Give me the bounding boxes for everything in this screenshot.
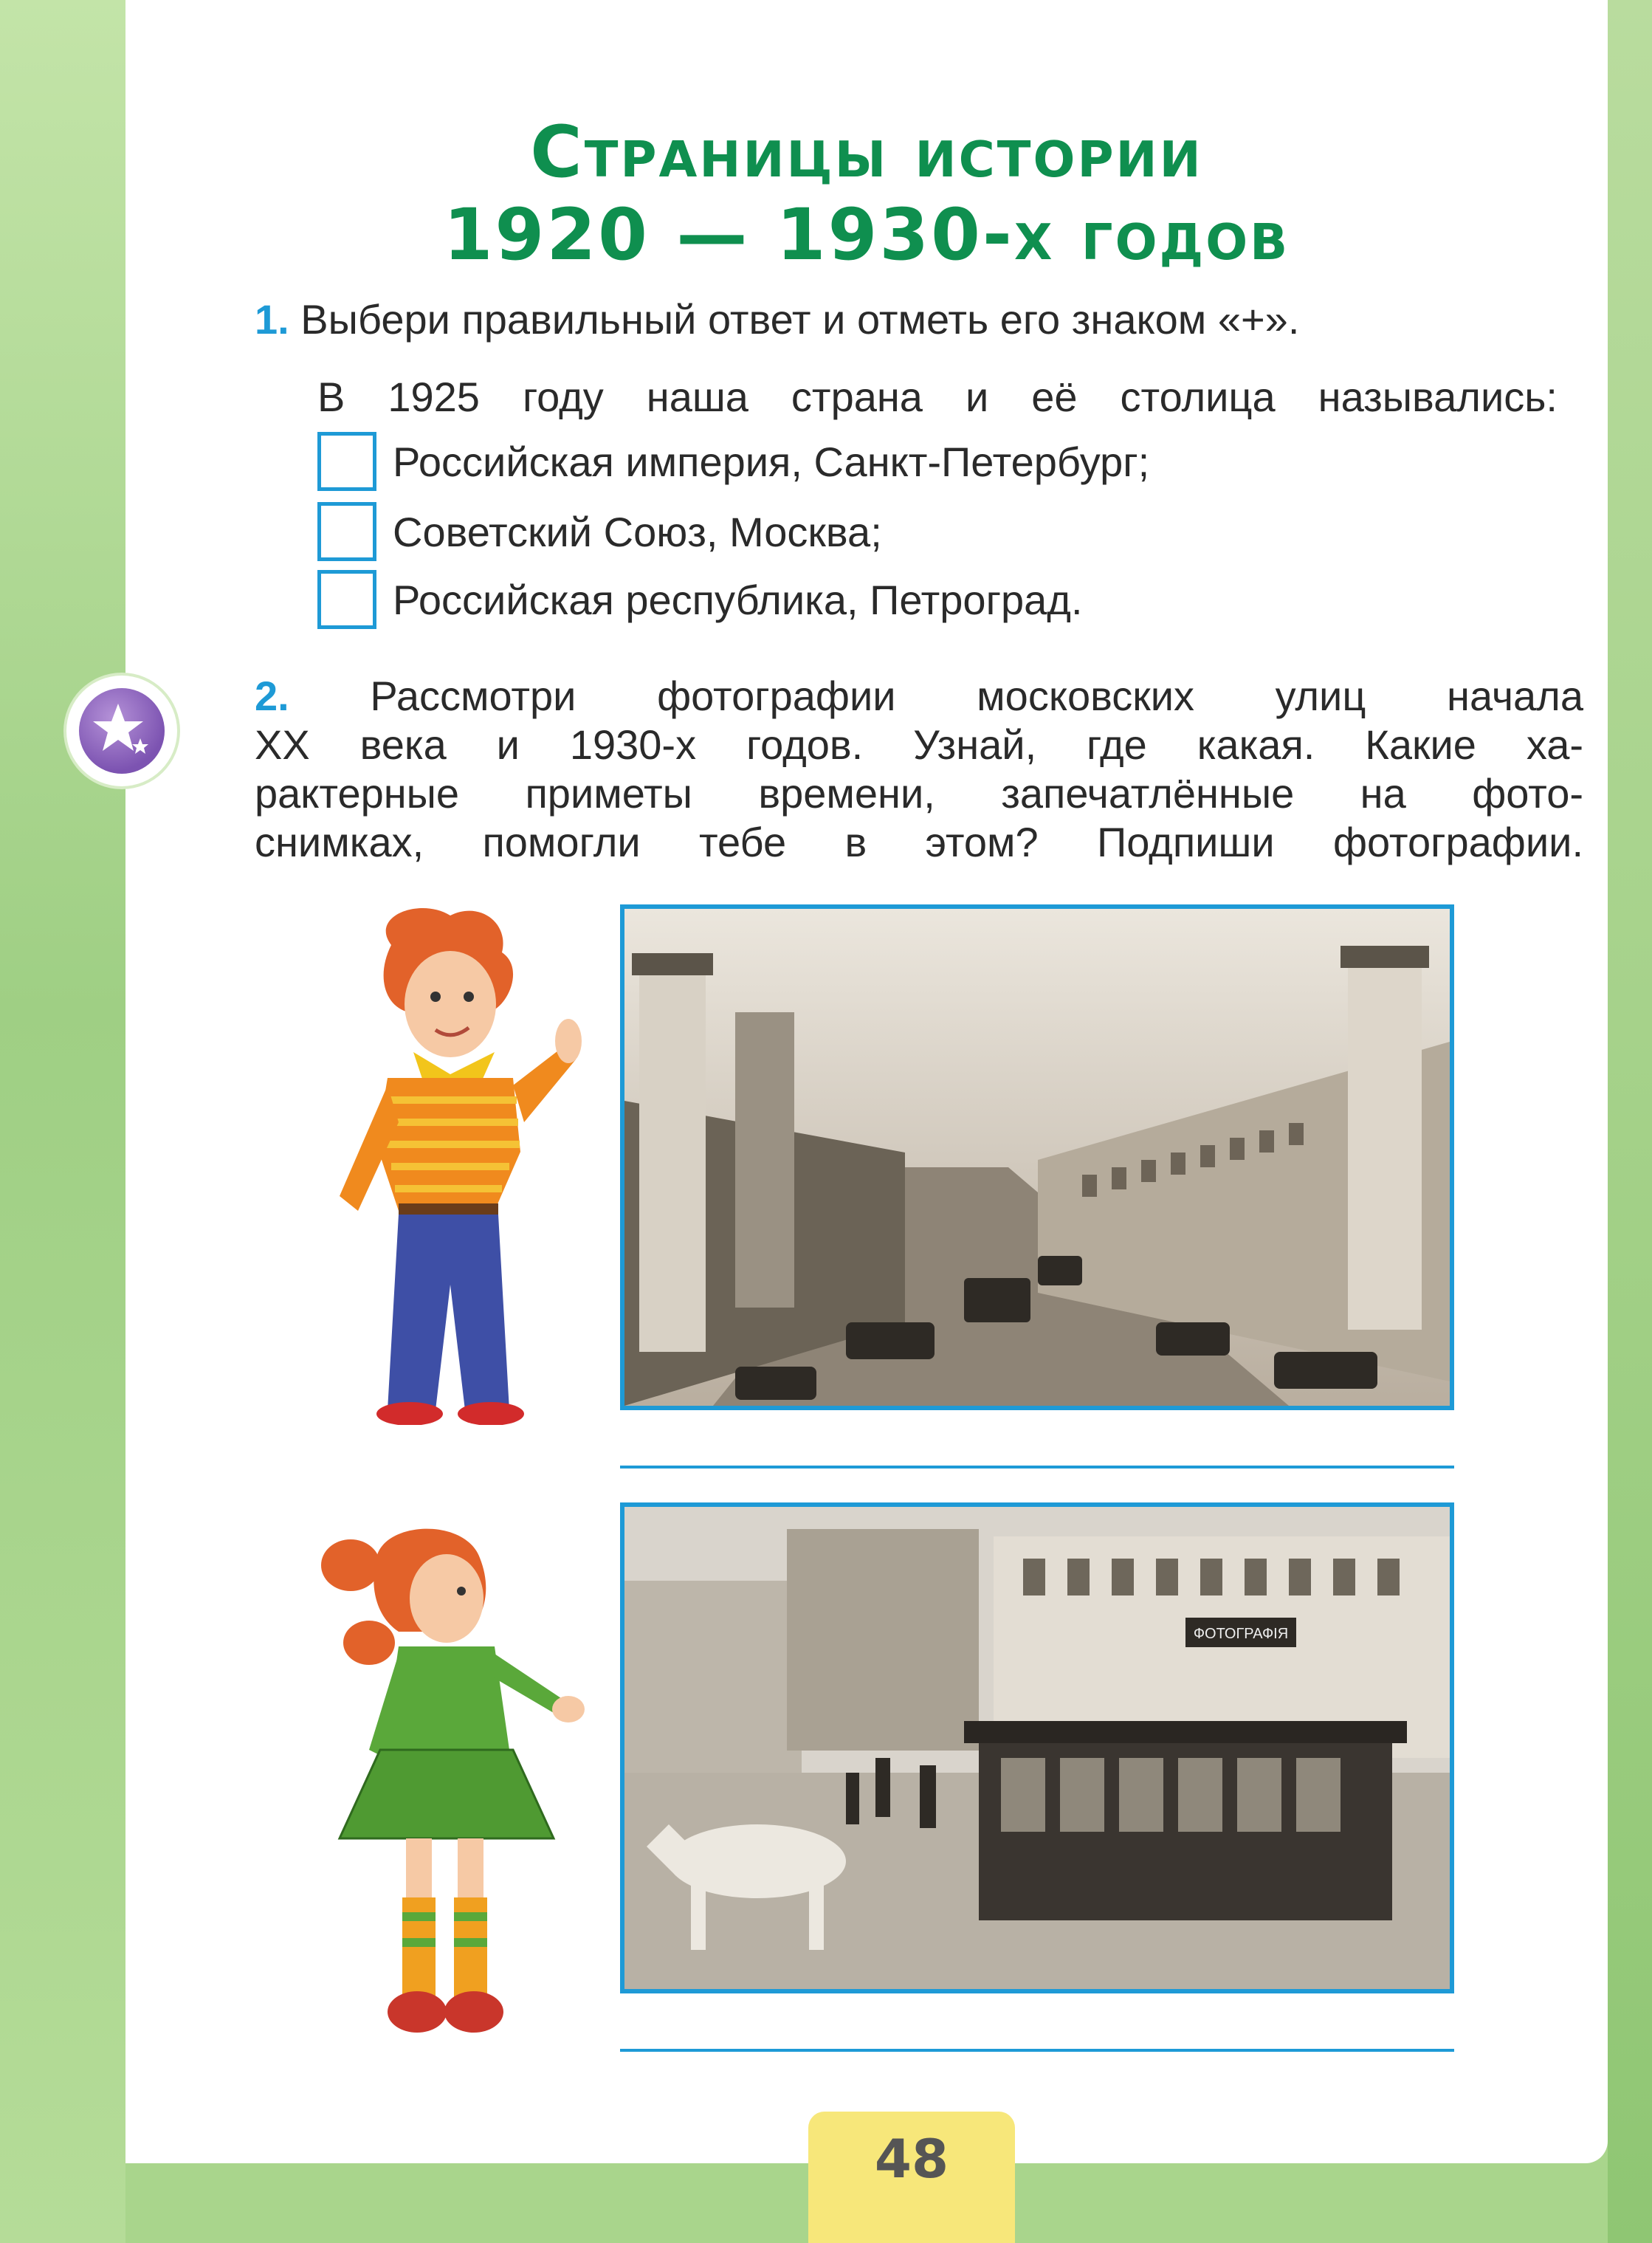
task1-question: В 1925 году наша страна и её столица назывались: xyxy=(317,374,1558,420)
boy-illustration xyxy=(325,901,591,1425)
star-badge-inner xyxy=(79,688,165,774)
page-title-line2: 1920 — 1930-х годов xyxy=(443,193,1290,276)
answer-checkbox-1[interactable] xyxy=(317,432,376,491)
task2-text xyxy=(255,721,1583,867)
task1-number: 1. xyxy=(255,296,289,343)
answer-option-2[interactable] xyxy=(317,502,882,561)
photo-1930s-street xyxy=(620,904,1454,1410)
answer-option-1-label: Российская империя, Санкт-Петербург; xyxy=(393,438,1150,485)
answer-option-3-label: Российская республика, Петроград. xyxy=(393,576,1083,623)
answer-option-1[interactable] xyxy=(317,432,1149,491)
task2-line1 xyxy=(255,672,1583,721)
right-margin-background xyxy=(1608,0,1652,2243)
page-title-line1: Страницы истории xyxy=(530,111,1203,193)
task2-line1-text: Рассмотри фотографии московских улиц начала xyxy=(370,673,1584,719)
photo-2-caption-line[interactable] xyxy=(620,2049,1454,2052)
photo-early-1900s-street xyxy=(620,1502,1454,1993)
photo-early-1900s-street-image xyxy=(624,1507,1450,1989)
page-number: 48 xyxy=(808,2112,1015,2243)
answer-checkbox-2[interactable] xyxy=(317,502,376,561)
task2-line2: XX века и 1930-х годов. Узнай, где какая. Какие ха- xyxy=(255,721,1583,768)
girl-illustration xyxy=(310,1514,591,2045)
answer-option-2-label: Советский Союз, Москва; xyxy=(393,508,882,555)
photo-1-caption-line[interactable] xyxy=(620,1466,1454,1469)
task2-line3: рактерные приметы времени, запечатлённые на фото- xyxy=(255,770,1583,817)
task1-instruction-text: Выбери правильный ответ и отметь его знаком «+». xyxy=(300,296,1300,343)
answer-checkbox-3[interactable] xyxy=(317,570,376,629)
answer-option-3[interactable] xyxy=(317,570,1083,629)
left-margin-background xyxy=(0,0,125,2243)
task2-line4: снимках, помогли тебе в этом? Подпиши фотографии. xyxy=(255,819,1583,865)
star-icon xyxy=(89,698,155,764)
task1-instruction xyxy=(255,295,1554,344)
photo-1930s-street-image xyxy=(624,909,1450,1406)
task2-number: 2. xyxy=(255,673,289,719)
photo-shop-sign: ФОТОГРАФІЯ xyxy=(1193,1626,1289,1642)
star-badge-icon xyxy=(66,676,177,786)
